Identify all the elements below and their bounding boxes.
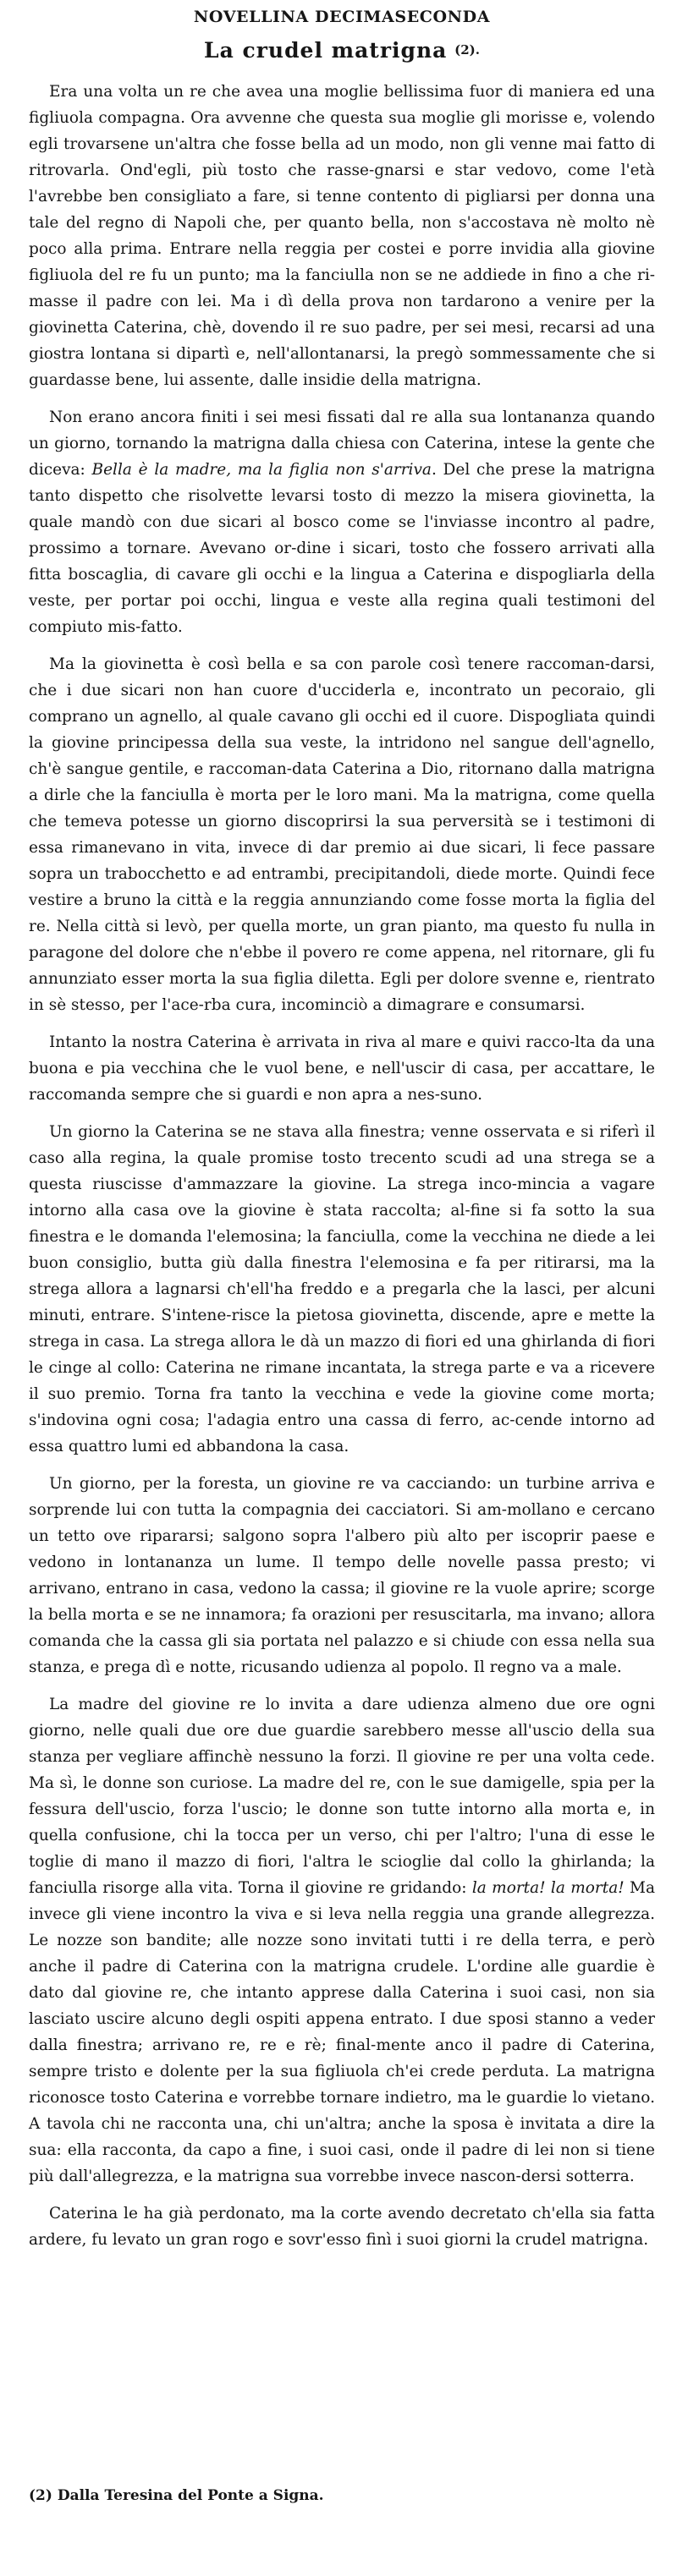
italic-quote: Bella è la madre, ma la figlia non s'arriva — [91, 461, 432, 479]
paragraph — [29, 1691, 655, 2190]
paragraph-text: Caterina le ha già perdonato, ma la corte avendo decretato ch'ella sia fatta ardere, fu levato un gran rogo e sovr'esso finì i suoi giorni la crudel matrigna. — [29, 2205, 655, 2249]
story-title — [29, 36, 655, 65]
paragraph — [29, 1471, 655, 1680]
story-title-text: La crudel matrigna — [204, 38, 448, 63]
paragraph-text: La madre del giovine re lo invita a dare udienza almeno due ore ogni giorno, nelle quali due ore due guardie sarebbero messe all'uscio della sua stanza per vegliare affinchè nessuno la forzi. Il giovine re per una volta cede. Ma sì, le donne son curiose. La madre del re, con le sue damigelle, spia per la fessura dell'uscio, forza l'uscio; le donne son tutte intorno alla morta e, in quella confusione, chi la tocca per un verso, chi per l'altro; l'una di esse le toglie di mano il mazzo di fiori, l'altra le scioglie dal collo la ghirlanda; la fanciulla risorge alla vita. Torna il giovine re gridando: — [29, 1696, 655, 1897]
paragraph — [29, 404, 655, 640]
story-body — [29, 79, 655, 2253]
paragraph-text: Ma la giovinetta è così bella e sa con parole così tenere raccoman-darsi, che i due sicari non han cuore d'ucciderla e, incontrato un pecoraio, gli comprano un agnello, al quale cavano gli occhi ed il cuore. Dispogliata quindi la giovine principessa della sua veste, la intridono nel sangue dell'agnello, ch'è sangue gentile, e raccoman-data Caterina a Dio, ritornano dalla matrigna a dirle che la fanciulla è morta per le loro mani. Ma la matrigna, come quella che temeva potesse un giorno discoprirsi la sua perversità se i testimoni di essa rimanevano in vita, invece di dar premio ai due sicari, li fece passare sopra un trabocchetto e ad entrambi, precipitandoli, diede morte. Quindi fece vestire a bruno la città e la reggia annunziando come fosse morta la figlia del re. Nella città si levò, per quella morte, un gran pianto, ma questo fu nulla in paragone del dolore che n'ebbe il povero re come appena, nel ritornare, gli fu annunziato esser morta la sua figlia diletta. Egli per dolore svenne e, rientrato in sè stesso, per l'ace-rba cura, incominciò a dimagrare e consumarsi. — [29, 655, 655, 1014]
paragraph-text: Intanto la nostra Caterina è arrivata in riva al mare e quivi racco-lta da una buona e pia vecchina che le vuol bene, e nell'uscir di casa, per accattare, le raccomanda sempre che si guardi e non apra a nes-suno. — [29, 1033, 655, 1104]
paragraph — [29, 1119, 655, 1460]
paragraph-text: . Del che prese la matrigna tanto dispetto che risolvette levarsi tosto di mezzo la misera giovinetta, la quale mandò con due sicari al bosco come se l'inviasse incontro al padre, prossimo a tornare. Avevano or-dine i sicari, tosto che fossero arrivati alla fitta boscaglia, di cavare gli occhi e la lingua a Caterina e dispogliarla della veste, per portar poi occhi, lingua e veste alla regina quali testimoni del compiuto mis-fatto. — [29, 461, 655, 636]
paragraph — [29, 651, 655, 1018]
paragraph — [29, 2201, 655, 2253]
paragraph-text: Non erano ancora finiti i sei mesi fissati dal re alla sua lontananza quando un giorno, tornando la matrigna dalla chiesa con Caterina, intese la gente che diceva: — [29, 408, 655, 479]
paragraph — [29, 1029, 655, 1108]
paragraph-text: Un giorno, per la foresta, un giovine re va cacciando: un turbine arriva e sorprende lui con tutta la compagnia dei cacciatori. Si am-mollano e cercano un tetto ove ripararsi; salgono sopra l'albero più alto per iscoprir paese e vedono in lontananza un lume. Il tempo delle novelle passa presto; vi arrivano, entrano in casa, vedono la cassa; il giovine re la vuole aprire; scorge la bella morta e se ne innamora; fa orazioni per resuscitarla, ma invano; allora comanda che la cassa gli sia portata nel palazzo e si chiude con essa nella sua stanza, e prega dì e notte, ricusando udienza al popolo. Il regno va a male. — [29, 1475, 655, 1676]
italic-quote: la morta! la morta! — [471, 1879, 625, 1897]
section-label: NOVELLINA DECIMASECONDA — [193, 8, 491, 26]
paragraph-text: Un giorno la Caterina se ne stava alla finestra; venne osservata e si riferì il caso alla regina, la quale promise tosto trecento scudi ad una strega se a questa riuscisse d'ammazzare la giovine. La strega inco-mincia a vagare intorno alla casa ove la giovine è stata raccolta; al-fine si fa sotto la sua finestra e le domanda l'elemosina; la fanciulla, come la vecchina ne diede a lei buon consiglio, butta giù dalla finestra l'elemosina e fa per ritirarsi, ma la strega allora a lagnarsi ch'ell'ha freddo e a pregarla che la lasci, per alcuni minuti, entrare. S'intene-risce la pietosa giovinetta, discende, apre e mette la strega in casa. La strega allora le dà un mazzo di fiori ed una ghirlanda di fiori le cinge al collo: Caterina ne rimane incantata, la strega parte e va a ricevere il suo premio. Torna fra tanto la vecchina e vede la giovine come morta; s'indovina ogni cosa; l'adagia entro una cassa di ferro, ac-cende intorno ad essa quattro lumi ed abbandona la casa. — [29, 1123, 655, 1455]
paragraph — [29, 79, 655, 393]
footnote: (2) Dalla Teresina del Ponte a Signa. — [29, 2487, 324, 2504]
footnote-reference: (2). — [454, 42, 480, 58]
paragraph-text: Era una volta un re che avea una moglie bellissima fuor di maniera ed una figliuola compagna. Ora avvenne che questa sua moglie gli morisse e, volendo egli trovarsene un'altra che fosse bella ad un modo, non gli venne mai fatto di ritrovarla. Ond'egli, più tosto che rasse-gnarsi e star vedovo, come l'età l'avrebbe ben consigliato a fare, si tenne contento di pigliarsi per donna una tale del regno di Napoli che, per quanto bella, non s'accostava nè molto nè poco alla prima. Entrare nella reggia per costei e porre invidia alla giovine figliuola del re fu un punto; ma la fanciulla non se ne addiede in fino a che ri-masse il padre con lei. Ma i dì della prova non tardarono a venire per la giovinetta Caterina, chè, dovendo il re suo padre, per sei mesi, recarsi ad una giostra lontana si dipartì e, nell'allontanarsi, la pregò sommessamente che si guardasse bene, lui assente, dalle insidie della matrigna. — [29, 83, 655, 389]
paragraph-text: Ma invece gli viene incontro la viva e si leva nella reggia una grande allegrezza. Le nozze son bandite; alle nozze sono invitati tutti i re della terra, e però anche il padre di Caterina con la matrigna crudele. L'ordine alle guardie è dato dal giovine re, che intanto apprese dalla Caterina i suoi casi, non sia lasciato uscire alcuno degli ospiti appena entrato. I due sposi stanno a veder dalla finestra; arrivano re, re e rè; final-mente anco il padre di Caterina, sempre tristo e dolente per la sua figliuola ch'ei crede perduta. La matrigna riconosce tosto Caterina e vorrebbe tornare indietro, ma le guardie lo vietano. A tavola chi ne racconta una, chi un'altra; anche la sposa è invitata a dire la sua: ella racconta, da capo a fine, i suoi casi, onde il padre di lei non si tiene più dall'allegrezza, e la matrigna sua vorrebbe invece nascon-dersi sotterra. — [29, 1879, 655, 2185]
